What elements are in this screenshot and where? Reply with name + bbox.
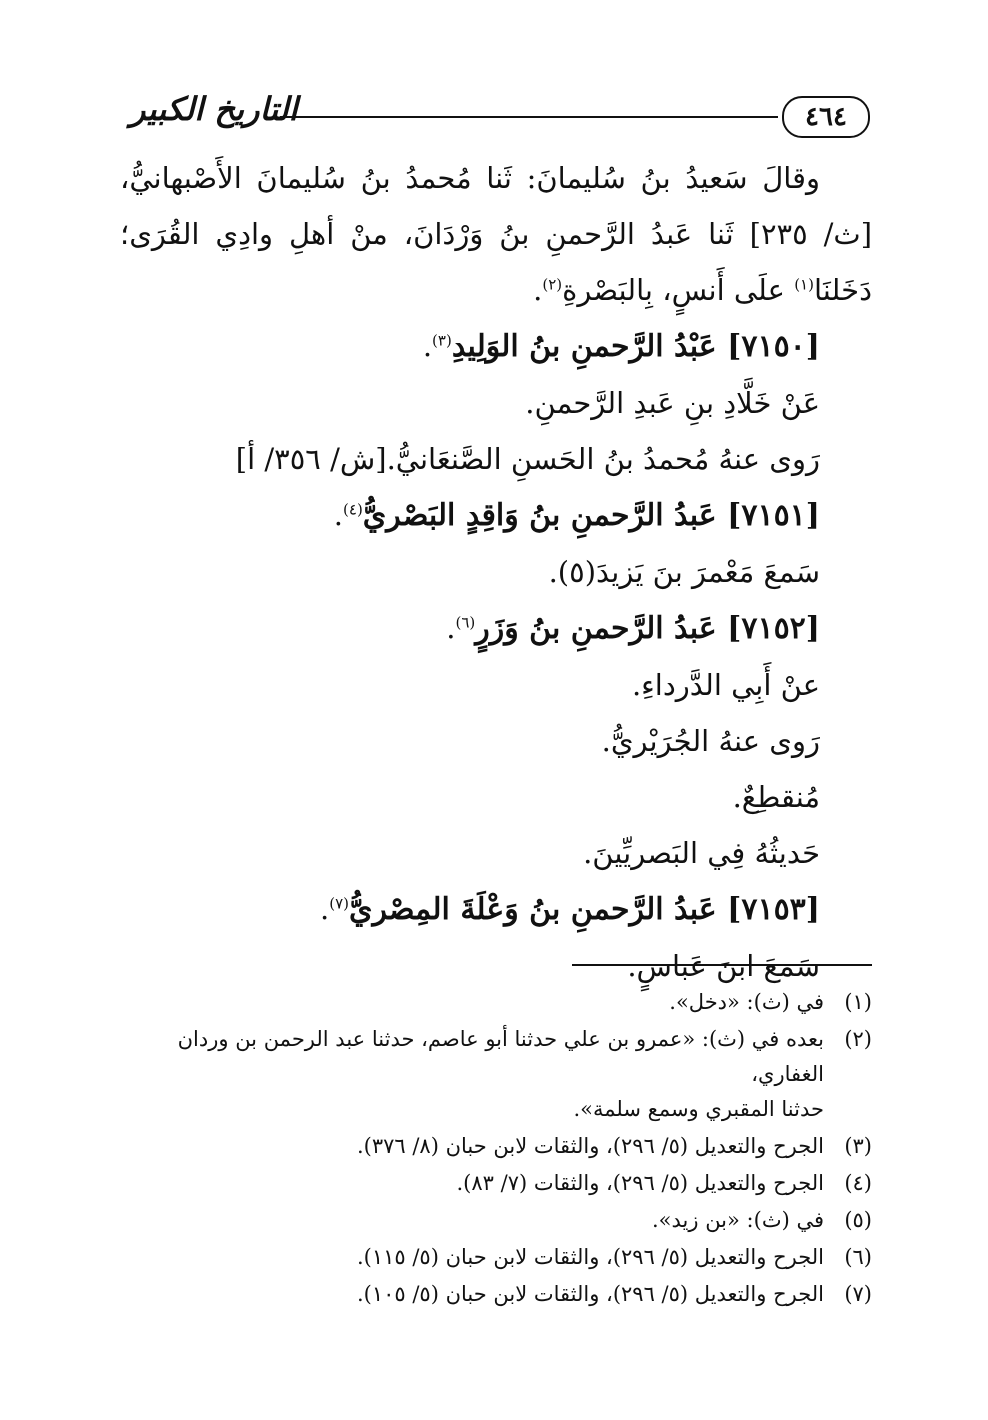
entry-7150-line-2: رَوى عنهُ مُحمدُ بنُ الحَسنِ الصَّنعَانيُّ.[ش/ ٣٥٦/ أ] (235, 442, 820, 476)
entry-7152-line-1: عنْ أَبِي الدَّرداءِ. (631, 668, 820, 702)
footnote-3 (120, 1129, 872, 1164)
footnote-number: (٥) (844, 1208, 872, 1232)
entry-7152-line-2: رَوى عنهُ الجُرَيْريُّ. (601, 724, 820, 758)
footnote-text (120, 1240, 824, 1275)
entry-7150-heading-line (120, 318, 872, 375)
entry-7152-line-3: مُنقطِعٌ. (732, 780, 820, 814)
footnote-text (120, 1203, 824, 1238)
footnote-text (120, 1129, 824, 1164)
footnotes (120, 985, 872, 1314)
footnote-ref-3: (٣) (432, 331, 452, 350)
entry-7153-heading-line (120, 881, 872, 938)
footnote-text (120, 985, 824, 1020)
entry-7152-line-4: حَديثُهُ فِي البَصريِّينَ. (583, 836, 820, 870)
footnote-6 (120, 1240, 872, 1275)
footnote-number: (٣) (844, 1134, 872, 1158)
footnote-ref-7: (٧) (329, 894, 349, 913)
footnote-2 (120, 1022, 872, 1127)
footnote-ref-6: (٦) (455, 613, 476, 632)
intro-line-2-text: عَبدُ الرَّحمنِ بنُ وَرْدَانَ، منْ أهلِ وادِي القُرَى؛ دَخَلنَا (120, 217, 872, 307)
entry-7153-line-1: سَمعَ ابنَ عَباسٍ. (627, 949, 820, 983)
footnote-line: الجرح والتعديل (٥/ ٢٩٦)، والثقات لابن حبان (٨/ ٣٧٦). (356, 1134, 824, 1158)
footnote-line: حدثنا المقبري وسمع سلمة». (573, 1097, 824, 1121)
entry-7151-heading-line (120, 487, 872, 544)
footnote-line: الجرح والتعديل (٥/ ٢٩٦)، والثقات لابن حبان (٥/ ١١٥). (356, 1245, 824, 1269)
footnote-number: (٢) (844, 1027, 872, 1051)
running-title: التاريخ الكبير (130, 90, 298, 128)
main-text (120, 150, 872, 994)
entry-end: . (422, 329, 433, 363)
footnote-5 (120, 1203, 872, 1238)
footnote-4 (120, 1166, 872, 1201)
page-header (130, 88, 870, 148)
footnote-line: في (ث): «دخل». (669, 990, 824, 1014)
entry-heading: [٧١٥١] عَبدُ الرَّحمنِ بنُ وَاقِدٍ البَصْريُّ (362, 498, 820, 533)
footnote-line: الجرح والتعديل (٥/ ٢٩٦)، والثقات لابن حبان (٥/ ١٠٥). (356, 1282, 824, 1306)
footnote-7 (120, 1277, 872, 1312)
entry-end: . (446, 611, 456, 645)
entry-end: . (320, 892, 330, 926)
footnote-ref-1: (١) (794, 275, 814, 294)
entry-7150-line-1: عَنْ خَلَّادِ بنِ عَبدِ الرَّحمنِ. (525, 386, 820, 420)
entry-heading: [٧١٥٣] عَبدُ الرَّحمنِ بنُ وَعْلَةَ المِصْريُّ (349, 892, 820, 927)
intro-line-2-end: . (533, 273, 543, 307)
entry-heading: [٧١٥٠] عَبْدُ الرَّحمنِ بنُ الوَلِيدِ (451, 329, 820, 364)
entry-7151-line-1: سَمعَ مَعْمرَ بنَ يَزيدَ(٥). (548, 555, 820, 589)
footnote-text (120, 1277, 824, 1312)
footnote-ref-4: (٤) (343, 500, 363, 519)
header-rule (280, 116, 778, 118)
intro-line-2-text-b: علَى أَنسٍ، بِالبَصْرةِ (562, 273, 795, 307)
footnote-line: بعده في (ث): «عمرو بن علي حدثنا أبو عاصم، حدثنا عبد الرحمن بن وردان الغفاري، (177, 1027, 824, 1086)
intro-line-1: وقالَ سَعيدُ بنُ سُليمانَ: ثَنا مُحمدُ بنُ سُليمانَ الأَصْبهانيُّ، [ث/ ٢٣٥] ثَنا (120, 161, 873, 251)
page-number: ٤٦٤ (782, 96, 870, 138)
entry-7152-heading-line (120, 600, 872, 657)
entry-heading: [٧١٥٢] عَبدُ الرَّحمنِ بنُ وَزَرٍ (475, 611, 820, 646)
entry-end: . (333, 498, 344, 532)
footnote-line: الجرح والتعديل (٥/ ٢٩٦)، والثقات (٧/ ٨٣). (456, 1171, 824, 1195)
footnote-number: (١) (844, 990, 872, 1014)
footnote-text (120, 1166, 824, 1201)
footnote-number: (٦) (844, 1245, 872, 1269)
footnote-number: (٧) (844, 1282, 872, 1306)
footnote-1 (120, 985, 872, 1020)
footnote-ref-2: (٢) (542, 275, 563, 294)
intro-paragraph (120, 150, 872, 318)
footnote-line: في (ث): «بن زيد». (651, 1208, 824, 1232)
footnote-separator (572, 964, 872, 966)
footnote-text (120, 1022, 824, 1127)
footnote-number: (٤) (844, 1171, 872, 1195)
